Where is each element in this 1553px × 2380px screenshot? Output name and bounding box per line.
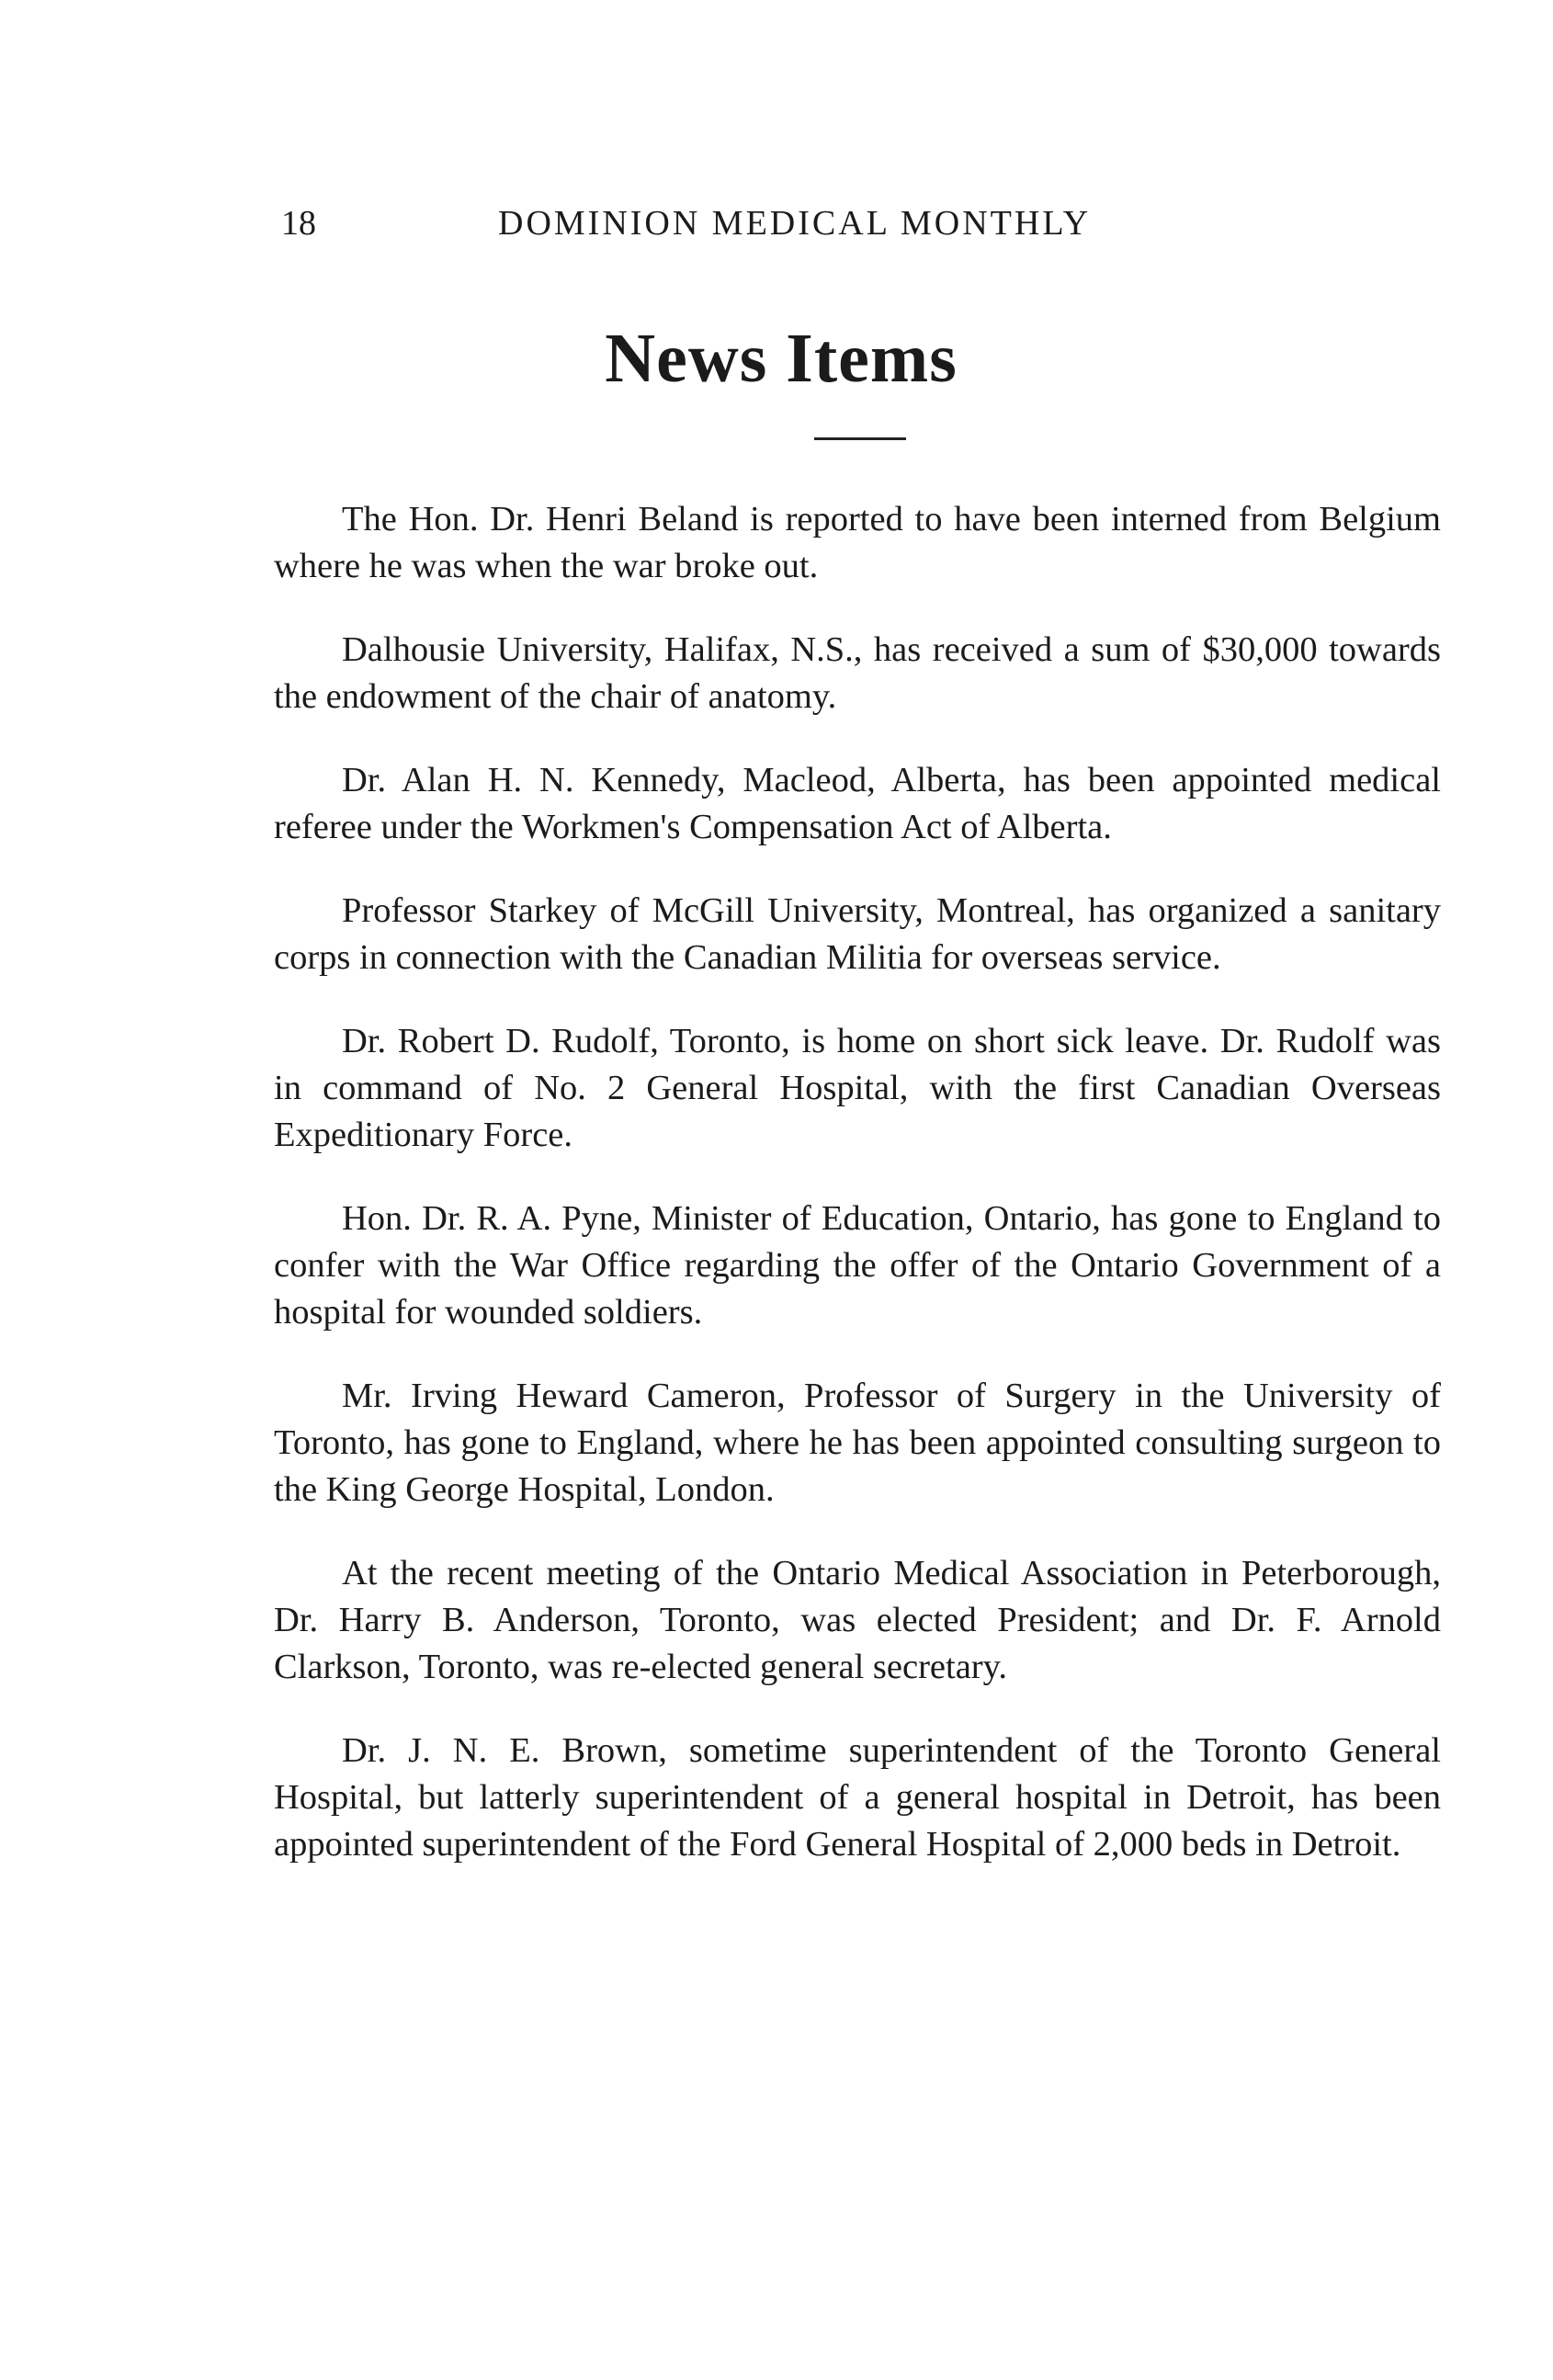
- running-head: [281, 200, 1283, 246]
- title-divider: [814, 437, 906, 440]
- news-item-cameron: Mr. Irving Heward Cameron, Professor of Surgery in the University of Toronto, has gone to England, where he has been appointed consulting surgeon to the King George Hospital, London.: [274, 1377, 1441, 1509]
- news-item-dalhousie: Dalhousie University, Halifax, N.S., has received a sum of $30,000 towards the endowment of the chair of anatomy.: [274, 630, 1441, 716]
- news-item-oma-meeting: At the recent meeting of the Ontario Medical Association in Peterborough, Dr. Harry B. Anderson, Toronto, was elected President; and Dr. F. Arnold Clarkson, Toronto, was re-elected general secretary.: [274, 1554, 1441, 1686]
- section-title: News Items: [605, 320, 958, 397]
- news-item-pyne: Hon. Dr. R. A. Pyne, Minister of Education, Ontario, has gone to England to confer with the War Office regarding the offer of the Ontario Government of a hospital for wounded soldiers.: [274, 1199, 1441, 1332]
- news-item-starkey: Professor Starkey of McGill University, Montreal, has organized a sanitary corps in connection with the Canadian Militia for overseas service.: [274, 891, 1441, 977]
- page-number: 18: [281, 204, 316, 243]
- news-item-brown: Dr. J. N. E. Brown, sometime superintendent of the Toronto General Hospital, but latterly superintendent of a general hospital in Detroit, has been appointed superintendent of the Ford General Hospital of 2,000 beds in Detroit.: [274, 1731, 1441, 1864]
- news-item-kennedy: Dr. Alan H. N. Kennedy, Macleod, Alberta, has been appointed medical referee under the Workmen's Compensation Act of Alberta.: [274, 761, 1441, 846]
- news-item-rudolf: Dr. Robert D. Rudolf, Toronto, is home on short sick leave. Dr. Rudolf was in command of No. 2 General Hospital, with the first Canadian Overseas Expeditionary Force.: [274, 1022, 1441, 1154]
- news-item-beland: The Hon. Dr. Henri Beland is reported to have been interned from Belgium where he was when the war broke out.: [274, 500, 1441, 585]
- news-list: [274, 496, 1441, 1905]
- journal-title: DOMINION MEDICAL MONTHLY: [498, 204, 1092, 243]
